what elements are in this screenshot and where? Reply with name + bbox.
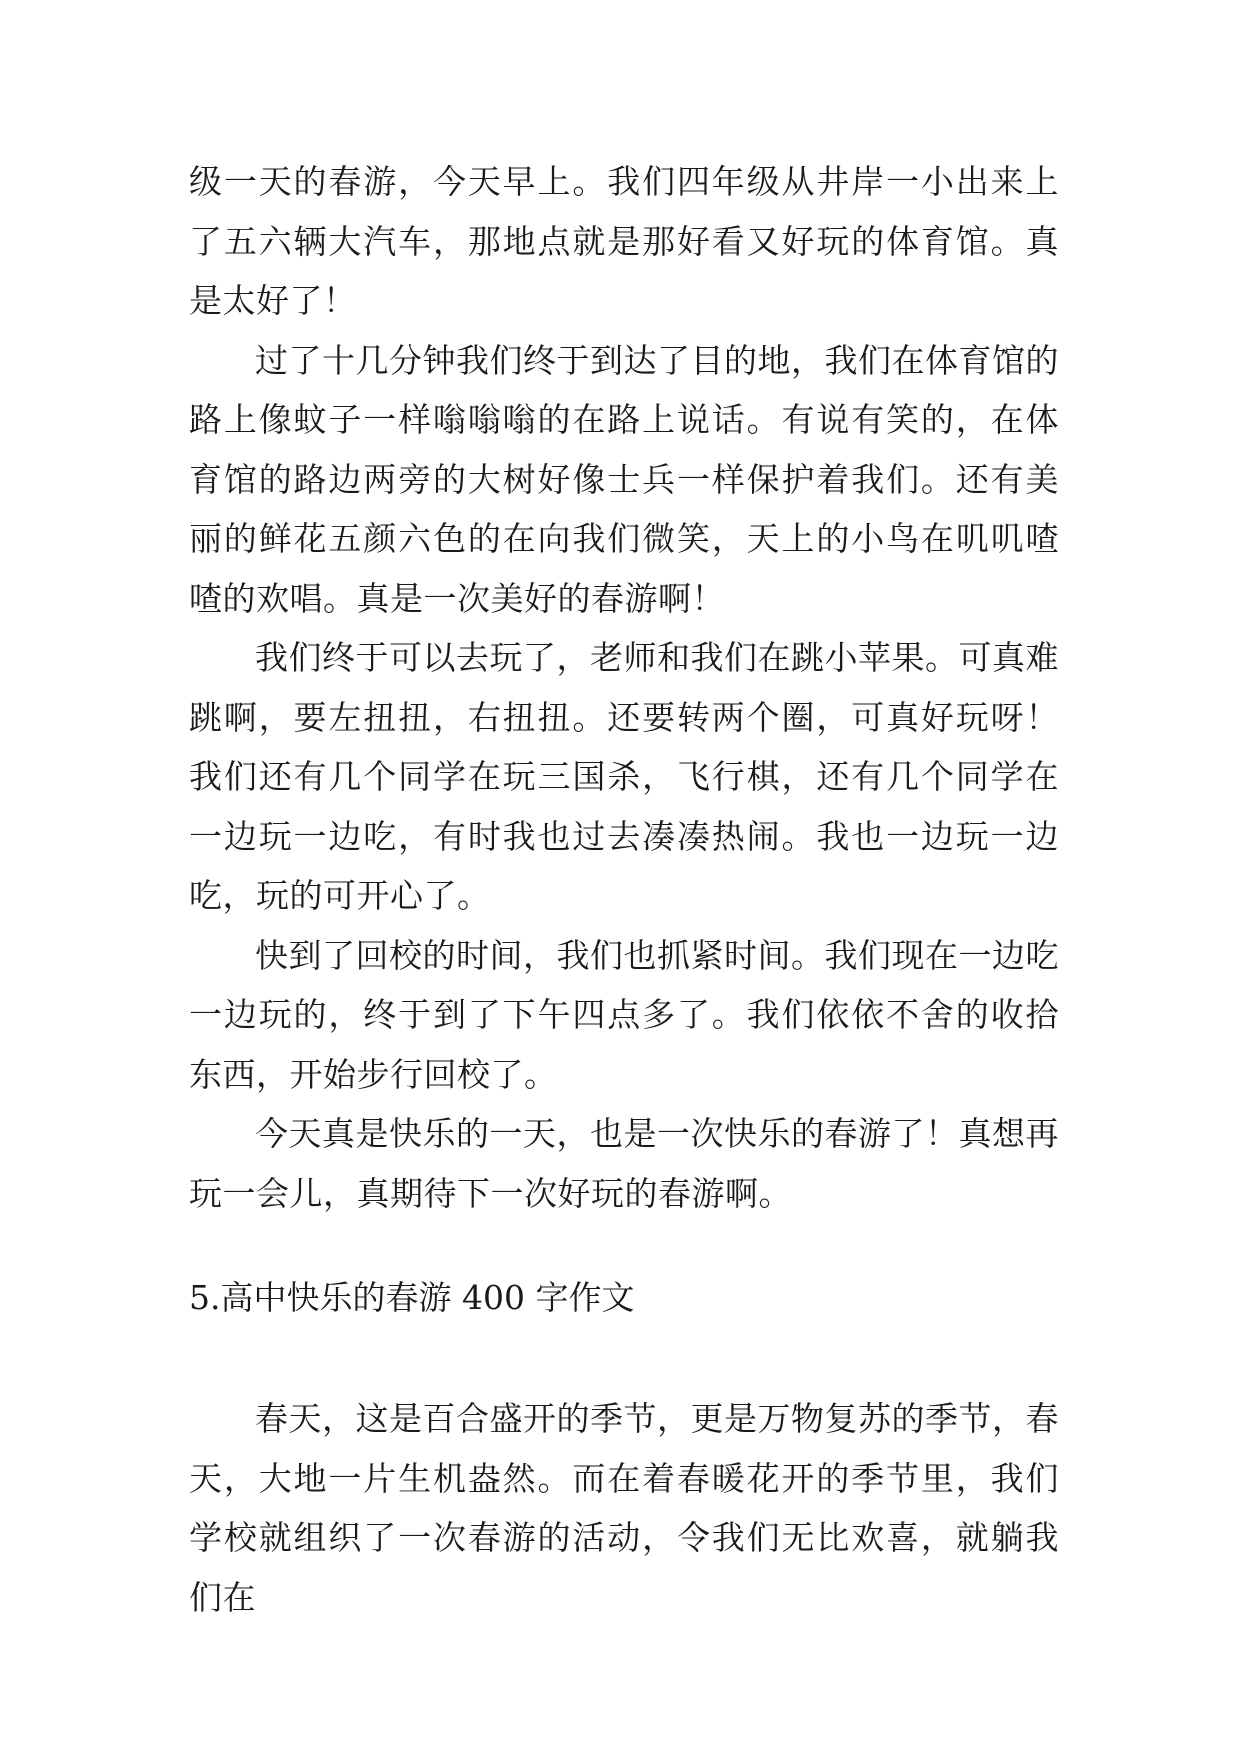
paragraph: 我们终于可以去玩了，老师和我们在跳小苹果。可真难跳啊，要左扭扭，右扭扭。还要转两个圈，可真好玩呀！我们还有几个同学在玩三国杀，飞行棋，还有几个同学在一边玩一边吃，有时我也过去凑凑热闹。我也一边玩一边吃，玩的可开心了。 [189,638,1059,915]
essay-body-bottom [189,1389,1059,1627]
section-heading: 5.高中快乐的春游 400 字作文 [189,1278,635,1317]
paragraph: 今天真是快乐的一天，也是一次快乐的春游了！真想再玩一会儿，真期待下一次好玩的春游啊。 [189,1114,1059,1213]
essay-body-top [189,152,1059,1223]
paragraph: 春天，这是百合盛开的季节，更是万物复苏的季节，春天，大地一片生机盎然。而在着春暖花开的季节里，我们学校就组织了一次春游的活动，令我们无比欢喜，就躺我们在 [189,1399,1059,1617]
paragraph: 快到了回校的时间，我们也抓紧时间。我们现在一边吃一边玩的，终于到了下午四点多了。我们依依不舍的收拾东西，开始步行回校了。 [189,935,1059,1094]
paragraph-continued: 级一天的春游，今天早上。我们四年级从井岸一小出来上了五六辆大汽车，那地点就是那好看又好玩的体育馆。真是太好了！ [189,162,1059,320]
paragraph: 过了十几分钟我们终于到达了目的地，我们在体育馆的路上像蚊子一样嗡嗡嗡的在路上说话。有说有笑的，在体育馆的路边两旁的大树好像士兵一样保护着我们。还有美丽的鲜花五颜六色的在向我们微笑，天上的小鸟在叽叽喳喳的欢唱。真是一次美好的春游啊！ [189,340,1059,618]
